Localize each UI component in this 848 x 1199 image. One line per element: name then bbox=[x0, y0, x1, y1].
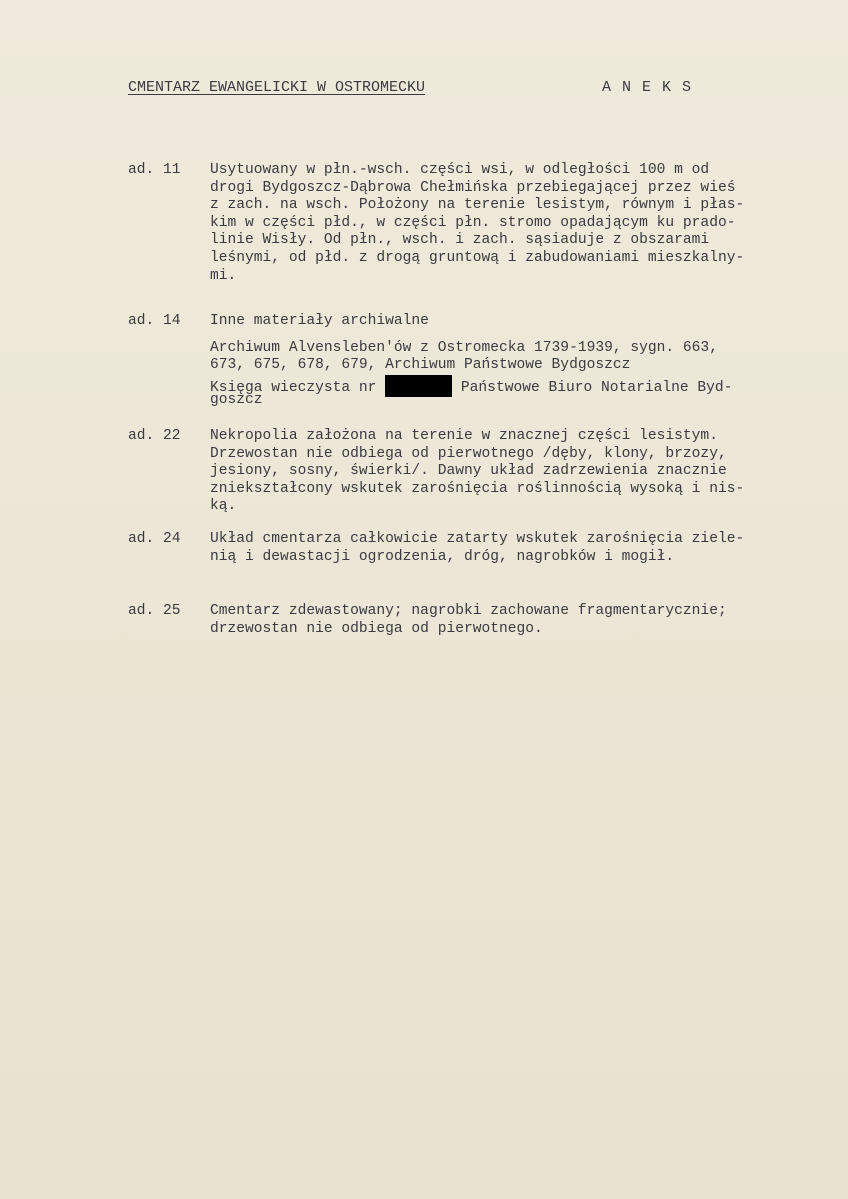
entry-body bbox=[210, 162, 840, 285]
text-line: nią i dewastacji ogrodzenia, dróg, nagrobków i mogił. bbox=[210, 548, 675, 565]
text-line: drzewostan nie odbiega od pierwotnego. bbox=[210, 620, 543, 637]
text-line: ką. bbox=[210, 498, 237, 515]
text-line: Usytuowany w płn.-wsch. części wsi, w odległości 100 m od bbox=[210, 162, 710, 178]
text-line: drogi Bydgoszcz-Dąbrowa Chełmińska przebiegającej przez wieś bbox=[210, 179, 736, 196]
entry-label: ad. 11 bbox=[128, 162, 181, 178]
text-line: goszcz bbox=[210, 392, 263, 409]
entry-label: ad. 24 bbox=[128, 531, 181, 547]
land-register-line bbox=[210, 375, 840, 396]
land-register-suffix: Państwowe Biuro Notarialne Byd- bbox=[452, 379, 733, 396]
entry-label: ad. 14 bbox=[128, 313, 181, 329]
entry-body bbox=[210, 313, 840, 410]
text-line: Nekropolia założona na terenie w znacznej części lesistym. bbox=[210, 428, 718, 444]
annex-label: ANEKS bbox=[602, 79, 703, 96]
text-line: z zach. na wsch. Położony na terenie lesistym, równym i płas- bbox=[210, 197, 745, 214]
text-line: mi. bbox=[210, 267, 237, 284]
text-line: zniekształcony wskutek zarośnięcia roślinnością wysoką i nis- bbox=[210, 480, 745, 497]
text-line: jesiony, sosny, świerki/. Dawny układ zadrzewienia znacznie bbox=[210, 463, 727, 480]
redaction-box bbox=[385, 375, 452, 397]
text-line: leśnymi, od płd. z drogą gruntową i zabudowaniami mieszkalny- bbox=[210, 249, 745, 266]
entry-body bbox=[210, 603, 840, 638]
land-register-prefix: Księga wieczysta nr bbox=[210, 379, 386, 396]
text-line: Archiwum Alvensleben'ów z Ostromecka 1739-1939, sygn. 663, bbox=[210, 339, 718, 356]
entry-body bbox=[210, 428, 840, 516]
text-line: linie Wisły. Od płn., wsch. i zach. sąsiaduje z obszarami bbox=[210, 232, 710, 249]
archive-sources bbox=[210, 340, 840, 410]
text-line: kim w części płd., w części płn. stromo opadającym ku prado- bbox=[210, 214, 736, 231]
text-line: Inne materiały archiwalne bbox=[210, 313, 429, 329]
entry-label: ad. 25 bbox=[128, 603, 181, 619]
text-line: 673, 675, 678, 679, Archiwum Państwowe Bydgoszcz bbox=[210, 357, 631, 374]
document-header bbox=[128, 79, 768, 101]
entry-body bbox=[210, 531, 840, 566]
text-line: Układ cmentarza całkowicie zatarty wskutek zarośnięcia ziele- bbox=[210, 531, 745, 547]
text-line: Cmentarz zdewastowany; nagrobki zachowane fragmentarycznie; bbox=[210, 603, 727, 619]
entry-label: ad. 22 bbox=[128, 428, 181, 444]
text-line: Drzewostan nie odbiega od pierwotnego /dęby, klony, brzozy, bbox=[210, 445, 727, 462]
document-title: CMENTARZ EWANGELICKI W OSTROMECKU bbox=[128, 79, 426, 96]
